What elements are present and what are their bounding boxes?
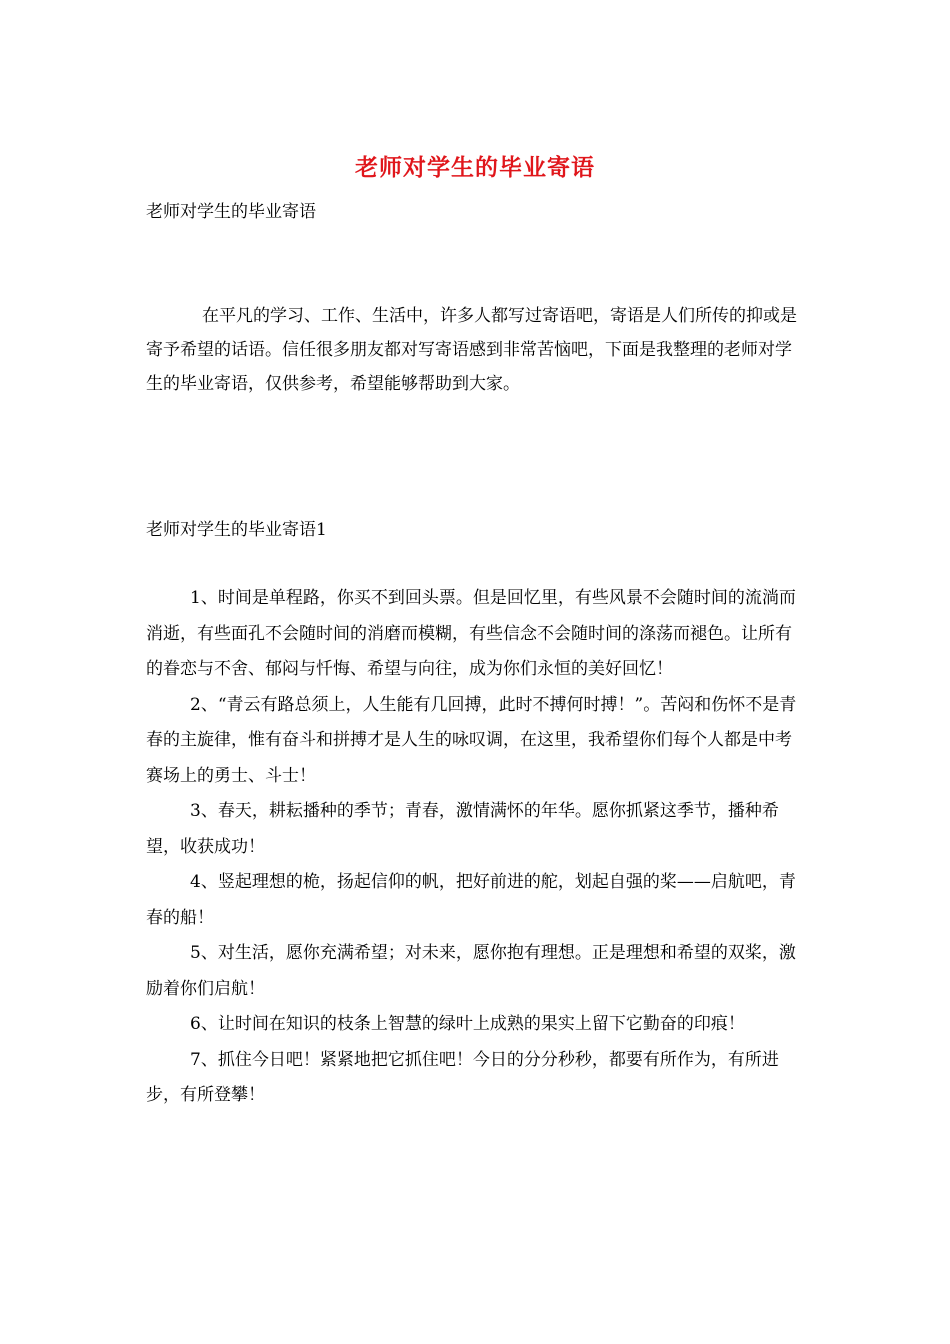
document-title: 老师对学生的毕业寄语 [355,154,595,181]
message-item: 2、“青云有路总须上，人生能有几回搏，此时不搏何时搏！”。苦闷和伤怀不是青春的主旋律，惟有奋斗和拼搏才是人生的咏叹调，在这里，我希望你们每个人都是中考赛场上的勇士、斗士！ [146,694,797,786]
message-item: 4、竖起理想的桅，扬起信仰的帆，把好前进的舵，划起自强的桨——启航吧，青春的船！ [146,872,796,928]
message-list [146,581,806,1114]
intro-paragraph: 在平凡的学习、工作、生活中，许多人都写过寄语吧，寄语是人们所传的抑或是寄予希望的话语。信任很多朋友都对写寄语感到非常苦恼吧，下面是我整理的老师对学生的毕业寄语，仅供参考，希望能够帮助到大家。 [146,306,797,394]
message-item: 1、时间是单程路，你买不到回头票。但是回忆里，有些风景不会随时间的流淌而消逝，有些面孔不会随时间的消磨而模糊，有些信念不会随时间的涤荡而褪色。让所有的眷恋与不舍、郁闷与忏悔、希望与向往，成为你们永恒的美好回忆！ [146,588,796,679]
document-subtitle: 老师对学生的毕业寄语 [146,202,316,222]
message-item: 7、抓住今日吧！紧紧地把它抓住吧！今日的分分秒秒，都要有所作为，有所进步，有所登攀！ [146,1049,779,1105]
section-heading: 老师对学生的毕业寄语1 [146,520,327,540]
message-item: 3、春天，耕耘播种的季节；青春，激情满怀的年华。愿你抓紧这季节，播种希望，收获成功！ [146,801,779,857]
message-item: 6、让时间在知识的枝条上智慧的绿叶上成熟的果实上留下它勤奋的印痕！ [190,1014,745,1034]
message-item: 5、对生活，愿你充满希望；对未来，愿你抱有理想。正是理想和希望的双桨，激励着你们启航！ [146,943,796,999]
